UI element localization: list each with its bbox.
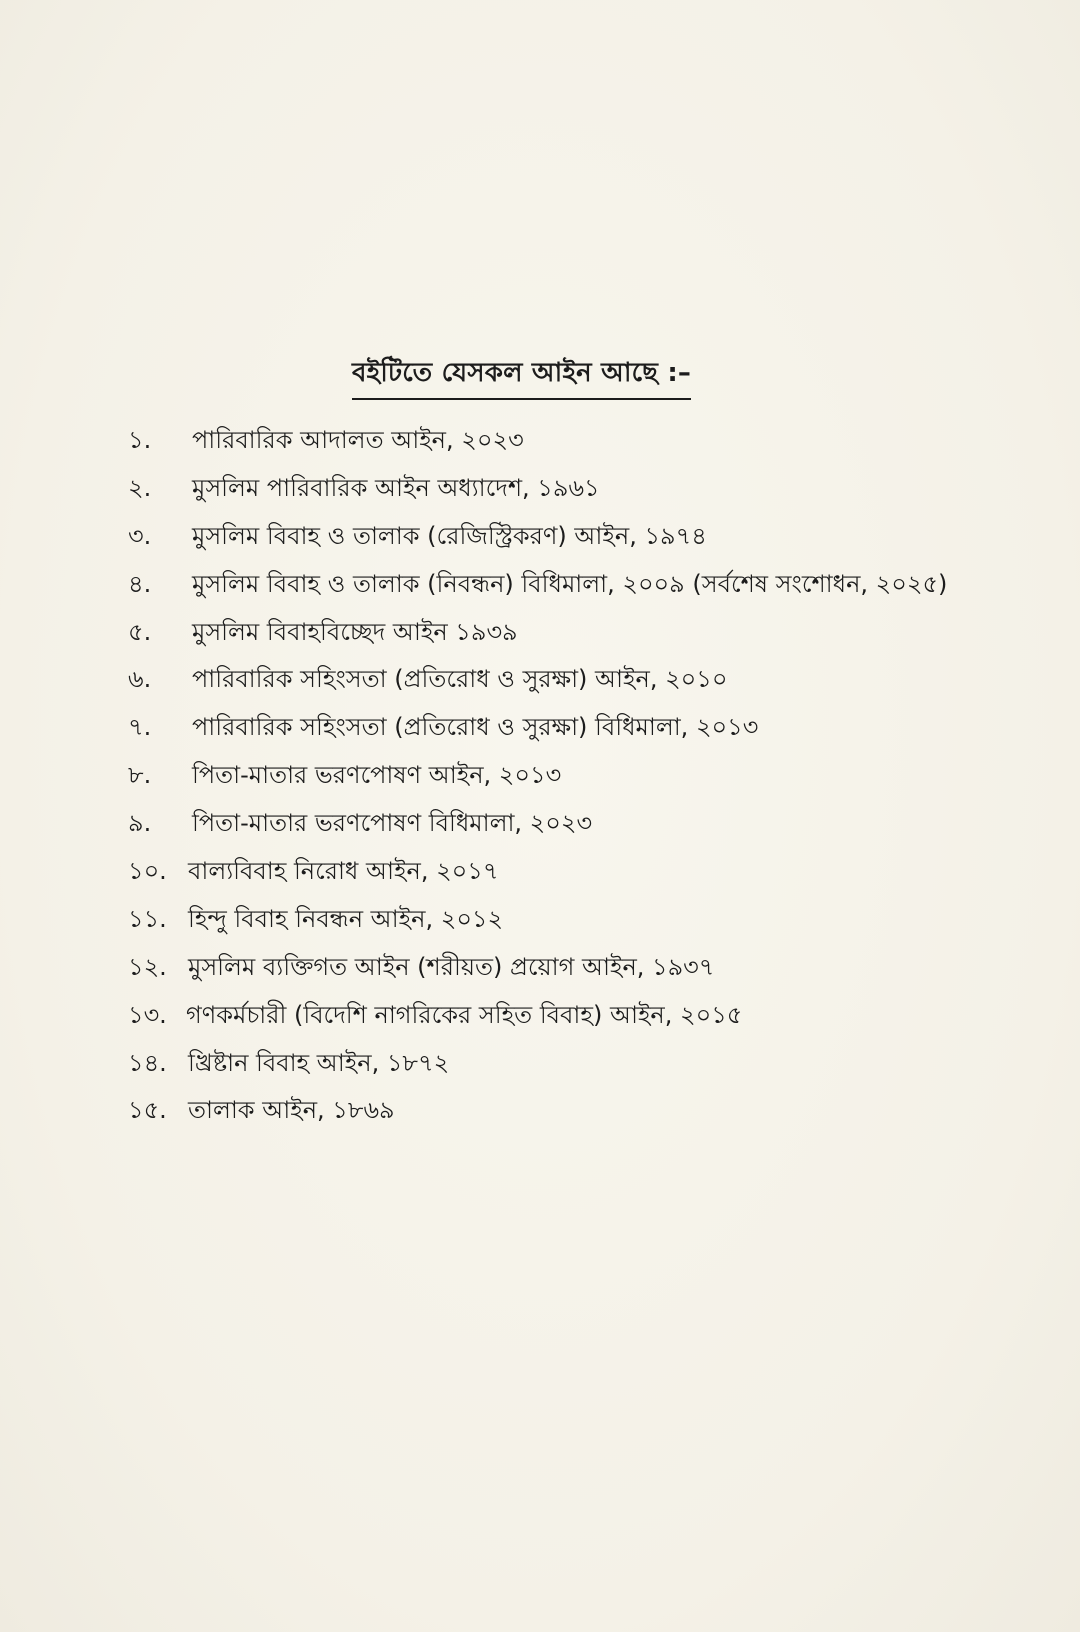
item-number: ৭. xyxy=(128,713,152,742)
list-item xyxy=(128,564,1028,612)
item-title: পিতা-মাতার ভরণপোষণ আইন, ২০১৩ xyxy=(192,761,562,790)
item-title: মুসলিম বিবাহ ও তালাক (রেজিস্ট্রিকরণ) আইন, ১৯৭৪ xyxy=(192,521,707,550)
list-item xyxy=(128,707,1028,755)
item-title: পিতা-মাতার ভরণপোষণ বিধিমালা, ২০২৩ xyxy=(192,809,593,838)
item-number: ১১. xyxy=(128,904,167,933)
item-number: ১. xyxy=(128,426,152,454)
item-title: পারিবারিক সহিংসতা (প্রতিরোধ ও সুরক্ষা) আইন, ২০১০ xyxy=(192,665,728,694)
item-title: মুসলিম পারিবারিক আইন অধ্যাদেশ, ১৯৬১ xyxy=(192,473,600,502)
item-title: পারিবারিক সহিংসতা (প্রতিরোধ ও সুরক্ষা) বিধিমালা, ২০১৩ xyxy=(192,713,759,742)
item-number: ৪. xyxy=(128,569,152,598)
list-item xyxy=(128,420,1028,468)
item-title: তালাক আইন, ১৮৬৯ xyxy=(188,1096,395,1125)
list-item xyxy=(128,947,1028,995)
list-item xyxy=(128,659,1028,707)
item-number: ৩. xyxy=(128,521,152,550)
law-list xyxy=(128,420,1028,1138)
list-item xyxy=(128,612,1028,660)
item-title: মুসলিম বিবাহ ও তালাক (নিবন্ধন) বিধিমালা, ২০০৯ (সর্বশেষ সংশোধন, ২০২৫) xyxy=(192,569,948,598)
item-title: হিন্দু বিবাহ নিবন্ধন আইন, ২০১২ xyxy=(188,904,504,933)
item-number: ৯. xyxy=(128,809,152,838)
list-item xyxy=(128,516,1028,564)
item-number: ২. xyxy=(128,473,152,502)
item-number: ৬. xyxy=(128,665,152,694)
list-item xyxy=(128,755,1028,803)
item-title: গণকর্মচারী (বিদেশি নাগরিকের সহিত বিবাহ) আইন, ২০১৫ xyxy=(186,1000,743,1029)
list-item xyxy=(128,995,1028,1043)
item-title: পারিবারিক আদালত আইন, ২০২৩ xyxy=(192,426,524,454)
item-number: ৮. xyxy=(128,761,152,790)
list-item xyxy=(128,1090,1028,1138)
item-title: মুসলিম ব্যক্তিগত আইন (শরীয়ত) প্রয়োগ আইন, ১৯৩৭ xyxy=(188,952,715,981)
item-title: খ্রিষ্টান বিবাহ আইন, ১৮৭২ xyxy=(188,1048,450,1077)
item-number: ৫. xyxy=(128,617,152,646)
item-title: বাল্যবিবাহ নিরোধ আইন, ২০১৭ xyxy=(188,857,499,886)
item-number: ১৩. xyxy=(128,1000,167,1029)
list-item xyxy=(128,1043,1028,1091)
item-number: ১৪. xyxy=(128,1048,167,1077)
page-heading: বইটিতে যেসকল আইন আছে :– xyxy=(352,352,691,400)
list-item xyxy=(128,468,1028,516)
list-item xyxy=(128,803,1028,851)
list-item xyxy=(128,851,1028,899)
item-number: ১৫. xyxy=(128,1096,167,1125)
item-number: ১০. xyxy=(128,857,167,886)
item-number: ১২. xyxy=(128,952,167,981)
item-title: মুসলিম বিবাহবিচ্ছেদ আইন ১৯৩৯ xyxy=(192,617,518,646)
list-item xyxy=(128,899,1028,947)
